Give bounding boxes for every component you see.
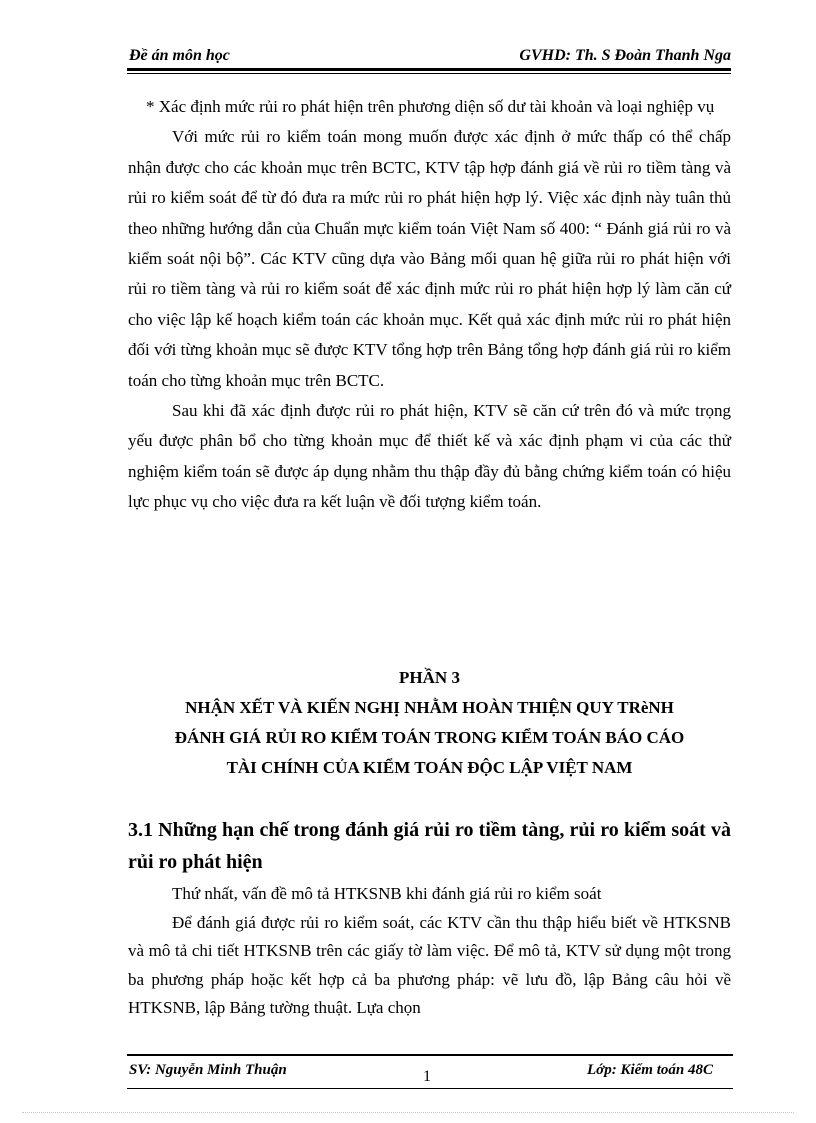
paragraph: Để đánh giá được rủi ro kiểm soát, các KTV cần thu thập hiểu biết về HTKSNB và mô tả chi tiết HTKSNB trên các giấy tờ làm việc. Để mô tả, KTV sử dụng một trong ba phương pháp hoặc kết hợp cả ba phương pháp: vẽ lưu đồ, lập Bảng câu hỏi về HTKSNB, lập Bảng tường thuật. Lựa chọn <box>128 912 731 1017</box>
paragraph: Với mức rủi ro kiểm toán mong muốn được xác định ở mức thấp có thể chấp nhận được cho các khoản mục trên BCTC, KTV tập hợp đánh giá về rủi ro tiềm tàng và rủi ro kiểm soát để từ đó đưa ra mức rủi ro phát hiện hợp lý. Việc xác định này tuân thủ theo những hướng dẫn của Chuẩn mực kiểm toán Việt Nam số 400: “ Đánh giá rủi ro và kiểm soát nội bộ”. Các KTV cũng dựa vào Bảng mối quan hệ giữa rủi ro phát hiện với rủi ro tiềm tàng và rủi ro kiểm soát để xác định mức rủi ro phát hiện hợp lý làm căn cứ cho việc lập kế hoạch kiểm toán các khoản mục. Kết quả xác định mức rủi ro phát hiện đối với từng khoản mục sẽ được KTV tổng hợp trên Bảng tổng hợp đánh giá rủi ro kiểm toán cho từng khoản mục trên BCTC. <box>128 127 731 390</box>
paragraph: Sau khi đã xác định được rủi ro phát hiện, KTV sẽ căn cứ trên đó và mức trọng yếu được phân bổ cho từng khoản mục để thiết kế và xác định phạm vi của các thử nghiệm kiểm toán sẽ được áp dụng nhằm thu thập đầy đủ bằng chứng kiểm toán có hiệu lực phục vụ cho việc đưa ra kết luận về đối tượng kiểm toán. <box>128 401 731 512</box>
page-edge-divider <box>22 1112 794 1113</box>
footer-rule-bottom <box>127 1088 733 1089</box>
footer-class: Lớp: Kiểm toán 48C <box>587 1062 713 1078</box>
part-title-line: NHẬN XẾT VÀ KIẾN NGHỊ NHẰM HOÀN THIỆN QUY TRèNH <box>185 698 674 717</box>
section-body <box>128 880 731 1023</box>
header-course-title: Đề án môn học <box>129 47 230 64</box>
body-text <box>128 92 731 518</box>
paragraph: * Xác định mức rủi ro phát hiện trên phương diện số dư tài khoản và loại nghiệp vụ <box>146 97 715 116</box>
footer-student: SV: Nguyễn Minh Thuận <box>129 1062 287 1078</box>
page-number: 1 <box>423 1068 431 1085</box>
header-rule-thick <box>127 68 731 71</box>
part-title <box>128 693 731 783</box>
footer-rule <box>127 1054 733 1056</box>
part-title-line: TÀI CHÍNH CỦA KIỂM TOÁN ĐỘC LẬP VIỆT NAM <box>226 758 633 777</box>
part-title-line: ĐÁNH GIÁ RỦI RO KIỂM TOÁN TRONG KIỂM TOÁN BÁO CÁO <box>174 728 685 747</box>
header-supervisor: GVHD: Th. S Đoàn Thanh Nga <box>519 47 731 64</box>
header-rule-thin <box>127 73 731 74</box>
page-footer <box>127 1054 733 1094</box>
part-label: PHẦN 3 <box>399 668 460 687</box>
page-header <box>127 44 731 68</box>
section-heading: 3.1 Những hạn chế trong đánh giá rủi ro tiềm tàng, rủi ro kiểm soát và rủi ro phát hiện <box>128 819 731 873</box>
paragraph: Thứ nhất, vấn đề mô tả HTKSNB khi đánh giá rủi ro kiểm soát <box>172 884 602 903</box>
